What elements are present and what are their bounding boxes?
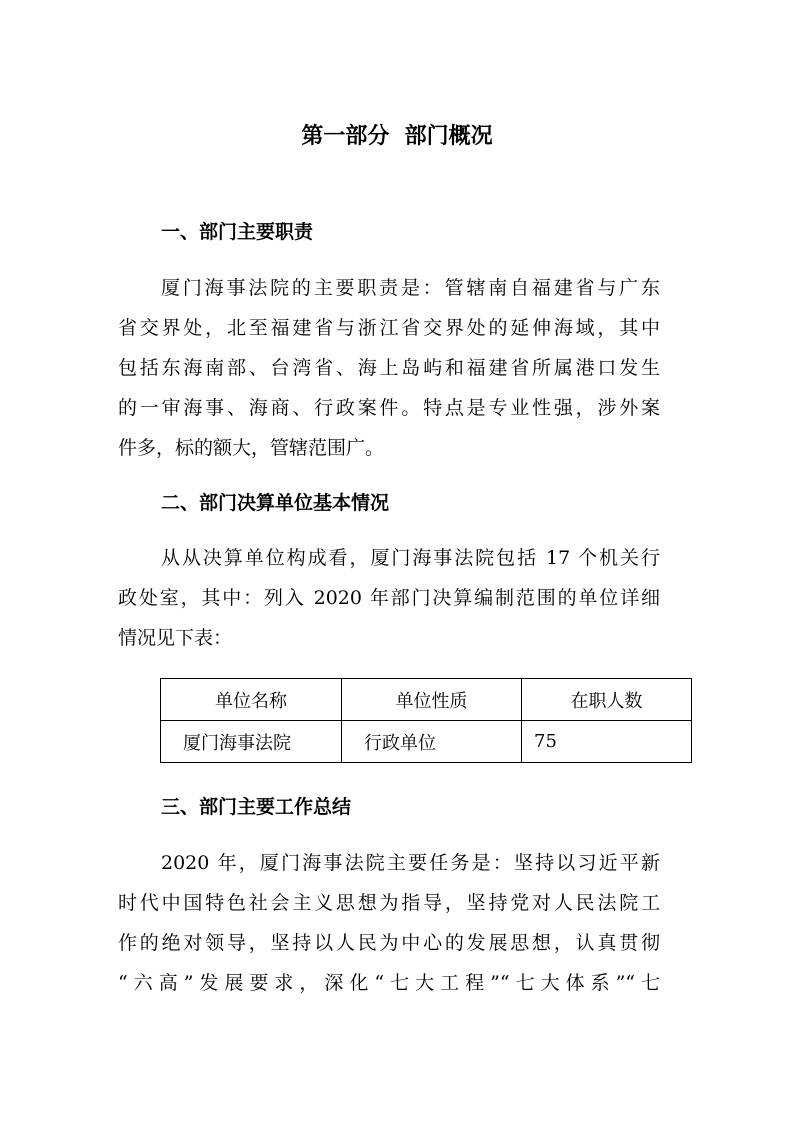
- section-heading-duties: 一、部门主要职责: [161, 221, 314, 243]
- paragraph-line: 厦门海事法院的主要职责是：管辖南自福建省与广东: [161, 277, 660, 299]
- paragraph-units: [118, 538, 660, 658]
- table-cell: 厦门海事法院: [161, 721, 342, 763]
- paragraph-line: “六高”发展要求，深化“七大工程”“七大体系”“七: [118, 972, 660, 994]
- paragraph-line: 情况见下表：: [118, 627, 233, 649]
- paragraph-line: 2020 年，厦门海事法院主要任务是：坚持以习近平新: [161, 852, 660, 874]
- paragraph-line: 的一审海事、海商、行政案件。特点是专业性强，涉外案: [118, 397, 660, 419]
- table-cell: 行政单位: [342, 721, 522, 763]
- section-heading-work-summary: 三、部门主要工作总结: [161, 796, 352, 818]
- paragraph-line: 作的绝对领导，坚持以人民为中心的发展思想，认真贯彻: [118, 932, 660, 954]
- paragraph-duties: [118, 268, 660, 468]
- page-title: 第一部分 部门概况: [301, 124, 493, 149]
- table-header-cell: 在职人数: [522, 679, 692, 721]
- paragraph-line: 省交界处，北至福建省与浙江省交界处的延伸海域，其中: [118, 317, 660, 339]
- paragraph-line: 从从决算单位构成看，厦门海事法院包括 17 个机关行: [161, 547, 660, 569]
- units-table: [160, 678, 692, 763]
- table-header-cell: 单位名称: [161, 679, 342, 721]
- paragraph-line: 包括东海南部、台湾省、海上岛屿和福建省所属港口发生: [118, 357, 660, 379]
- table-header-row: [161, 679, 692, 721]
- section-heading-units: 二、部门决算单位基本情况: [161, 492, 390, 514]
- table-row: [161, 721, 692, 763]
- paragraph-line: 政处室，其中：列入 2020 年部门决算编制范围的单位详细: [118, 587, 660, 609]
- paragraph-line: 件多，标的额大，管辖范围广。: [118, 437, 385, 459]
- paragraph-work-summary: [118, 843, 660, 1003]
- table-header-cell: 单位性质: [342, 679, 522, 721]
- paragraph-line: 时代中国特色社会主义思想为指导，坚持党对人民法院工: [118, 892, 660, 914]
- table-cell: 75: [522, 721, 692, 763]
